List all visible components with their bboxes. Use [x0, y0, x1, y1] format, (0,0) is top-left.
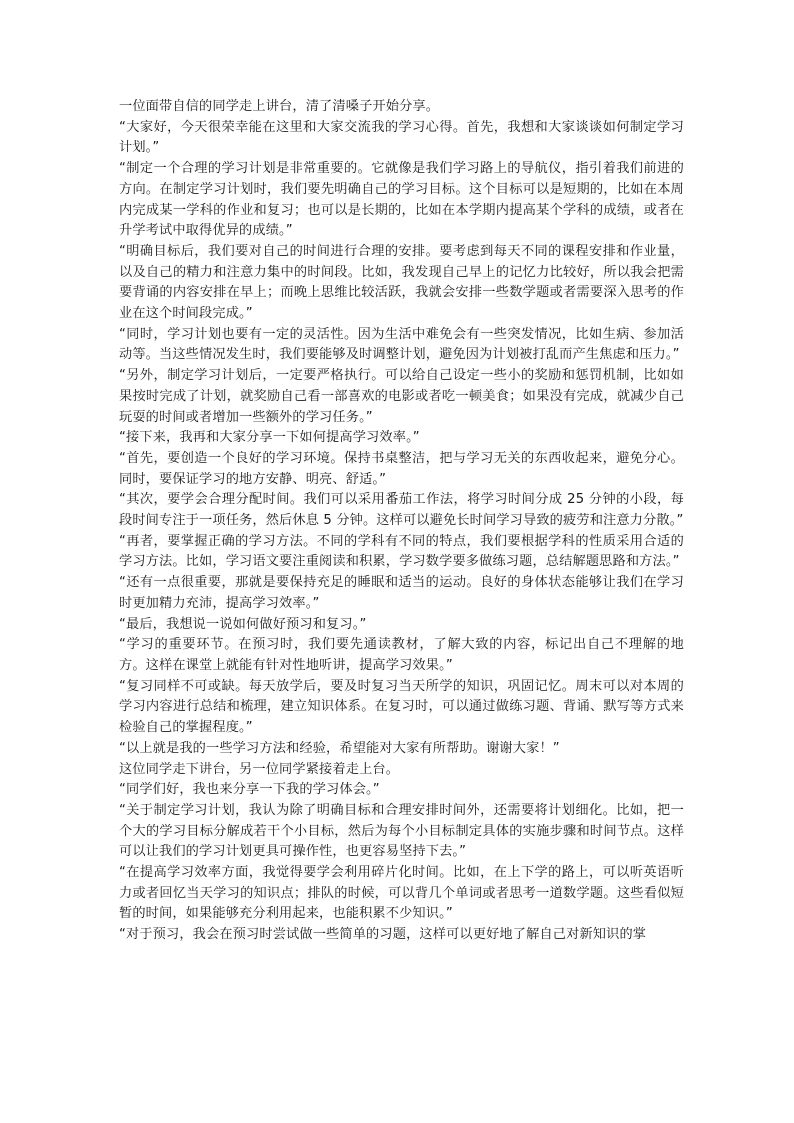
paragraph: “接下来，我再和大家分享一下如何提高学习效率。”: [119, 430, 420, 446]
paragraph: “最后，我想说一说如何做好预习和复习。”: [119, 616, 367, 632]
paragraph: “关于制定学习计划，我认为除了明确目标和合理安排时间外，还需要将计划细化。比如，把一个大的学习目标分解成若干个小目标，然后为每个小目标制定具体的实施步骤和时间节点。这样可以让我们的学习计划更具可操作性，也更容易坚持下去。”: [119, 802, 684, 860]
document-body: [119, 97, 684, 946]
paragraph: “在提高学习效率方面，我觉得要学会利用碎片化时间。比如，在上下学的路上，可以听英语听力或者回忆当天学习的知识点；排队的时候，可以背几个单词或者思考一道数学题。这些看似短暂的时间，如果能够充分利用起来，也能积累不少知识。”: [119, 865, 684, 922]
paragraph: 一位面带自信的同学走上讲台，清了清嗓子开始分享。: [119, 99, 440, 114]
paragraph: “大家好，今天很荣幸能在这里和大家交流我的学习心得。首先，我想和大家谈谈如何制定学习计划。”: [119, 119, 684, 156]
paragraph: “另外，制定学习计划后，一定要严格执行。可以给自己设定一些小的奖励和惩罚机制，比如如果按时完成了计划，就奖励自己看一部喜欢的电影或者吃一顿美食；如果没有完成，就减少自己玩耍的时间或者增加一些额外的学习任务。”: [119, 368, 684, 425]
paragraph: “还有一点很重要，那就是要保持充足的睡眠和适当的运动。良好的身体状态能够让我们在学习时更加精力充沛，提高学习效率。”: [119, 575, 684, 611]
paragraph: 这位同学走下讲台，另一位同学紧接着走上台。: [119, 761, 400, 777]
paragraph: “同学们好，我也来分享一下我的学习体会。”: [119, 782, 380, 798]
paragraph: “以上就是我的一些学习方法和经验，希望能对大家有所帮助。谢谢大家！”: [119, 740, 560, 756]
paragraph: “首先，要创造一个良好的学习环境。保持书桌整洁，把与学习无关的东西收起来，避免分心。同时，要保证学习的地方安静、明亮、舒适。”: [119, 450, 684, 487]
paragraph: “同时，学习计划也要有一定的灵活性。因为生活中难免会有一些突发情况，比如生病、参加活动等。当这些情况发生时，我们要能够及时调整计划，避免因为计划被打乱而产生焦虑和压力。”: [119, 326, 684, 363]
paragraph: “制定一个合理的学习计划是非常重要的。它就像是我们学习路上的导航仪，指引着我们前进的方向。在制定学习计划时，我们要先明确自己的学习目标。这个目标可以是短期的，比如在本周内完成某一学科的作业和复习；也可以是长期的，比如在本学期内提高某个学科的成绩，或者在升学考试中取得优异的成绩。”: [119, 161, 684, 239]
paragraph: “对于预习，我会在预习时尝试做一些简单的习题，这样可以更好地了解自己对新知识的掌: [119, 927, 647, 943]
paragraph: “复习同样不可或缺。每天放学后，要及时复习当天所学的知识，巩固记忆。周末可以对本周的学习内容进行总结和梳理，建立知识体系。在复习时，可以通过做练习题、背诵、默写等方式来检验自己的掌握程度。”: [119, 678, 684, 736]
paragraph: “其次，要学会合理分配时间。我们可以采用番茄工作法，将学习时间分成 25 分钟的小段，每段时间专注于一项任务，然后休息 5 分钟。这样可以避免长时间学习导致的疲劳和注意力分散。”: [119, 492, 684, 529]
paragraph: “再者，要掌握正确的学习方法。不同的学科有不同的特点，我们要根据学科的性质采用合适的学习方法。比如，学习语文要注重阅读和积累，学习数学要多做练习题，总结解题思路和方法。”: [119, 533, 684, 570]
paragraph: “明确目标后，我们要对自己的时间进行合理的安排。要考虑到每天不同的课程安排和作业量，以及自己的精力和注意力集中的时间段。比如，我发现自己早上的记忆力比较好，所以我会把需要背诵的内容安排在早上；而晚上思维比较活跃，我就会安排一些数学题或者需要深入思考的作业在这个时间段完成。”: [119, 243, 684, 322]
paragraph: “学习的重要环节。在预习时，我们要先通读教材，了解大致的内容，标记出自己不理解的地方。这样在课堂上就能有针对性地听讲，提高学习效果。”: [119, 637, 684, 673]
